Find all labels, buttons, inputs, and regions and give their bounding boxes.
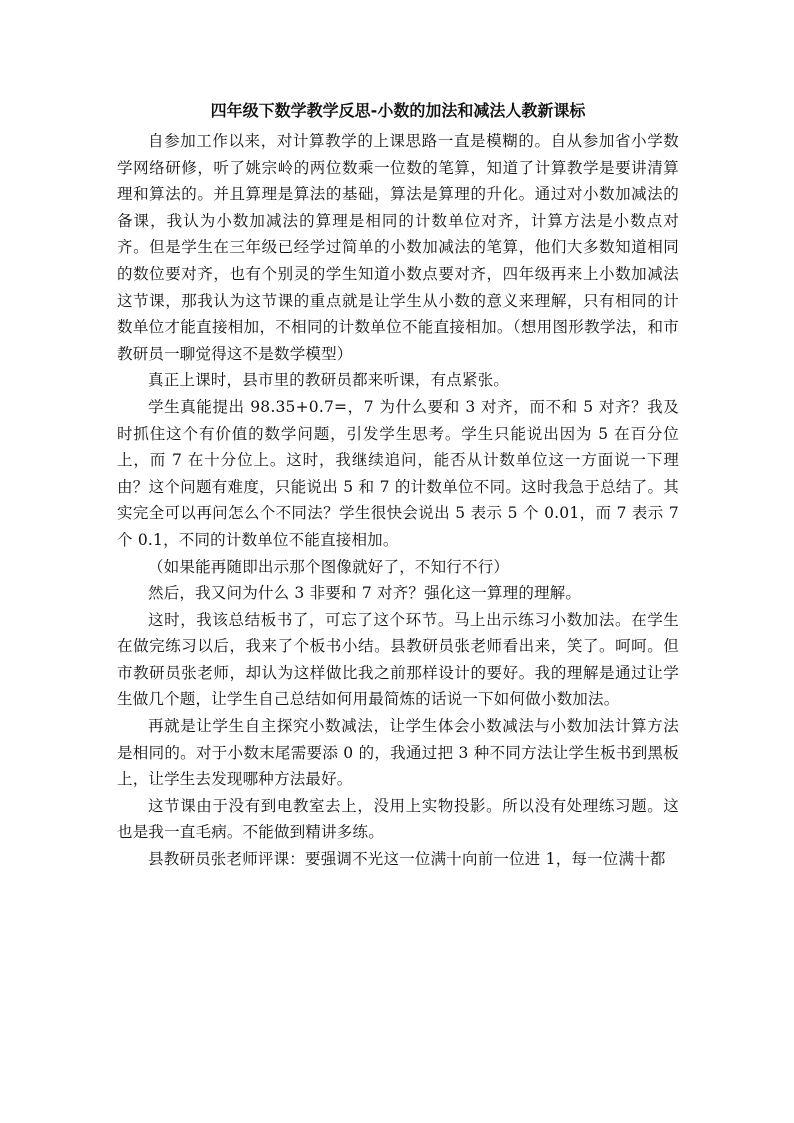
paragraph-student-question: 学生真能提出 98.35+0.7=，7 为什么要和 3 对齐，而不和 5 对齐？我及时抓住这个有价值的数学问题，引发学生思考。学生只能说出因为 5 在百分位上，而 7 在十分位上。这时，我继续追问，能否从计数单位这一方面说一下理由？这个问题有难度，只能说出 5 和 7 的计数单位不同。这时我急于总结了。其实完全可以再问怎么个不同法？学生很快会说出 5 表示 5 个 0.01，而 7 表示 7 个 0.1，不同的计数单位不能直接相加。 bbox=[117, 397, 679, 549]
paragraph-follow-up: 然后，我又问为什么 3 非要和 7 对齐？强化这一算理的理解。 bbox=[148, 584, 582, 603]
document-title: 四年级下数学教学反思-小数的加法和减法人教新课标 bbox=[210, 101, 586, 120]
paragraph-note: （如果能再随即出示那个图像就好了，不知行不行） bbox=[148, 557, 510, 576]
paragraph-subtraction: 再就是让学生自主探究小数减法，让学生体会小数减法与小数加法计算方法是相同的。对于小数末尾需要添 0 的，我通过把 3 种不同方法让学生板书到黑板上，让学生去发现哪种方法最好。 bbox=[117, 717, 679, 789]
paragraph-evaluation: 县教研员张老师评课：要强调不光这一位满十向前一位进 1，每一位满十都 bbox=[148, 850, 666, 869]
paragraph-intro: 自参加工作以来，对计算教学的上课思路一直是模糊的。自从参加省小学数学网络研修，听了姚宗岭的两位数乘一位数的笔算，知道了计算教学是要讲清算理和算法的。并且算理是算法的基础，算法是算理的升化。通过对小数加减法的备课，我认为小数加减法的算理是相同的计数单位对齐，计算方法是小数点对齐。但是学生在三年级已经学过简单的小数加减法的笔算，他们大多数知道相同的数位要对齐，也有个别灵的学生知道小数点要对齐，四年级再来上小数加减法这节课，那我认为这节课的重点就是让学生从小数的意义来理解，只有相同的计数单位才能直接相加，不相同的计数单位不能直接相加。（想用图形教学法，和市教研员一聊觉得这不是数学模型） bbox=[117, 132, 679, 363]
paragraph-reflection: 这节课由于没有到电教室去上，没用上实物投影。所以没有处理练习题。这也是我一直毛病。不能做到精讲多练。 bbox=[117, 796, 679, 842]
paragraph-summary: 这时，我该总结板书了，可忘了这个环节。马上出示练习小数加法。在学生在做完练习以后，我来了个板书小结。县教研员张老师看出来，笑了。呵呵。但市教研员张老师，却认为这样做比我之前那样设计的要好。我的理解是通过让学生做几个题，让学生自己总结如何用最简炼的话说一下如何做小数加法。 bbox=[117, 610, 679, 709]
paragraph-class-start: 真正上课时，县市里的教研员都来听课，有点紧张。 bbox=[148, 371, 510, 390]
document-body bbox=[117, 100, 679, 873]
